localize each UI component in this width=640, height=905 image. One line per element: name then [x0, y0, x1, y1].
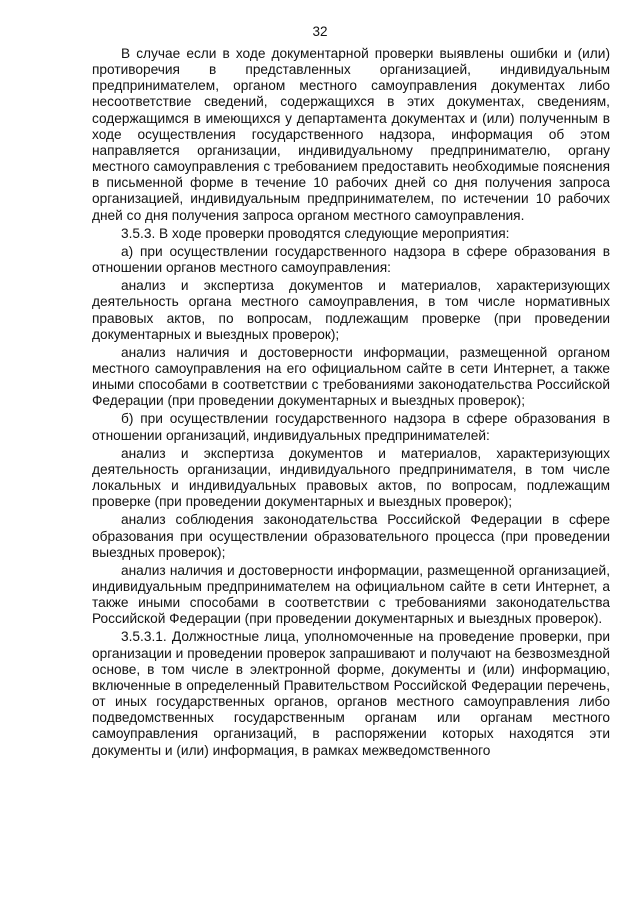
- paragraph-b-analysis-documents: анализ и экспертиза документов и материалов, характеризующих деятельность организации, индивидуального предпринимателя, в том числе локальных и индивидуальных правовых актов, по вопросам, подлежащим проверке (при проведении документарных и выездных проверок);: [92, 445, 610, 510]
- paragraph-a-analysis-website: анализ наличия и достоверности информации, размещенной органом местного самоуправления на его официальном сайте в сети Интернет, а также иными способами в соответствии с требованиями законодательства Российской Федерации (при проведении документарных и выездных проверок);: [92, 344, 610, 409]
- paragraph-3-5-3-1: 3.5.3.1. Должностные лица, уполномоченные на проведение проверки, при организации и проведении проверок запрашивают и получают на безвозмездной основе, в том числе в электронной форме, документы и (или) информацию, включенные в определенный Правительством Российской Федерации перечень, от иных государственных органов, органов местного самоуправления либо подведомственных государственным органам или органам местного самоуправления организаций, в распоряжении которых находятся эти документы и (или) информация, в рамках межведомственного: [92, 629, 610, 758]
- paragraph-b-analysis-legislation: анализ соблюдения законодательства Российской Федерации в сфере образования при осуществлении образовательного процесса (при проведении выездных проверок);: [92, 512, 610, 560]
- paragraph-a-analysis-documents: анализ и экспертиза документов и материалов, характеризующих деятельность органа местного самоуправления, в том числе нормативных правовых актов, по вопросам, подлежащим проверке (при проведении документарных и выездных проверок);: [92, 278, 610, 342]
- paragraph-item-a: а) при осуществлении государственного надзора в сфере образования в отношении органов местного самоуправления:: [92, 243, 610, 276]
- document-body: [92, 46, 610, 761]
- page-number: 32: [312, 24, 328, 39]
- paragraph-3-5-3: 3.5.3. В ходе проверки проводятся следующие мероприятия:: [121, 225, 510, 241]
- paragraph-item-b: б) при осуществлении государственного надзора в сфере образования в отношении организаций, индивидуальных предпринимателей:: [92, 411, 610, 443]
- paragraph-document-errors: В случае если в ходе документарной проверки выявлены ошибки и (или) противоречия в представленных организацией, индивидуальным предпринимателем, органом местного самоуправления документах либо несоответствие сведений, содержащихся в этих документах, сведениям, содержащимся в имеющихся у департамента документах и (или) полученным в ходе осуществления государственного надзора, информация об этом направляется организации, индивидуальному предпринимателю, органу местного самоуправления с требованием предоставить необходимые пояснения в письменной форме в течение 10 рабочих дней со дня получения запроса организацией, индивидуальным предпринимателем, по истечении 10 рабочих дней со дня получения запроса органом местного самоуправления.: [92, 46, 610, 223]
- paragraph-b-analysis-website: анализ наличия и достоверности информации, размещенной организацией, индивидуальным предпринимателем на официальном сайте в сети Интернет, а также иными способами в соответствии с требованиями законодательства Российской Федерации (при проведении документарных и выездных проверок).: [92, 562, 610, 627]
